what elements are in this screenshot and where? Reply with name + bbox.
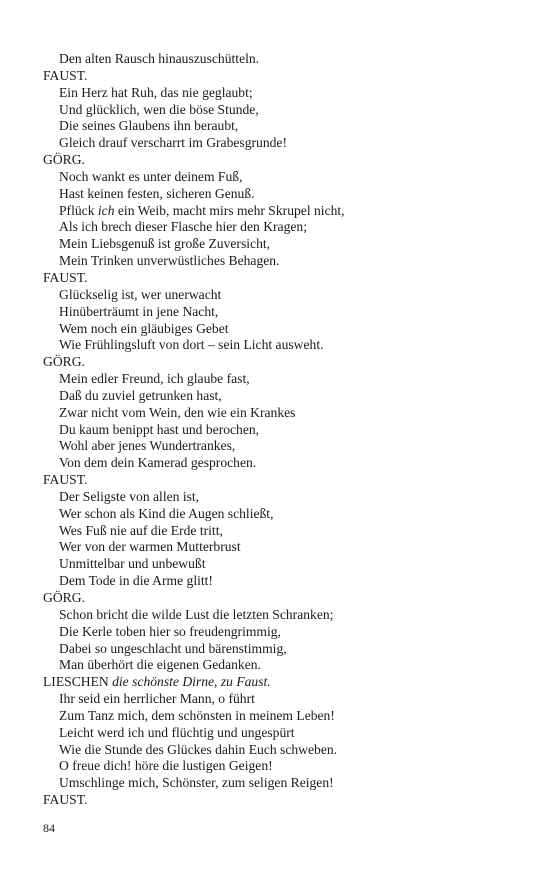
verse-text: Ihr seid ein herrlicher Mann, o führt xyxy=(59,691,255,707)
verse-text: Dem Tode in die Arme glitt! xyxy=(59,573,213,589)
speaker-name xyxy=(43,270,513,287)
verse-text-continued: ein Weib, macht mirs mehr Skrupel nicht, xyxy=(114,202,345,218)
verse-line xyxy=(43,506,513,523)
verse-text: Du kaum benippt hast und berochen, xyxy=(59,421,260,437)
verse-text: Ein Herz hat Ruh, das nie geglaubt; xyxy=(59,84,253,100)
verse-text: Von dem dein Kamerad gesprochen. xyxy=(59,455,257,471)
verse-text: Als ich brech dieser Flasche hier den Kragen; xyxy=(59,219,307,235)
verse-line xyxy=(43,51,513,68)
verse-text: Mein edler Freund, ich glaube fast, xyxy=(59,371,250,387)
verse-text: Pflück xyxy=(59,202,98,218)
verse-text: Man überhört die eigenen Gedanken. xyxy=(59,657,261,673)
verse-text: Glückselig ist, wer unerwacht xyxy=(59,286,222,302)
verse-line xyxy=(43,405,513,422)
verse-line xyxy=(43,321,513,338)
page-number: 84 xyxy=(43,821,55,835)
verse-line xyxy=(43,253,513,270)
verse-line xyxy=(43,573,513,590)
verse-line xyxy=(43,102,513,119)
verse-line xyxy=(43,657,513,674)
verse-text: Wohl aber jenes Wundertrankes, xyxy=(59,438,236,454)
verse-line xyxy=(43,624,513,641)
verse-text: Dabei so ungeschlacht und bärenstimmig, xyxy=(59,640,287,656)
verse-line xyxy=(43,388,513,405)
emphasized-word: ich xyxy=(97,202,115,218)
verse-text: Leicht werd ich und flüchtig und ungespürt xyxy=(59,724,295,740)
verse-text: Zum Tanz mich, dem schönsten in meinem Leben! xyxy=(59,707,335,723)
verse-line xyxy=(43,708,513,725)
verse-line xyxy=(43,725,513,742)
verse-line xyxy=(43,775,513,792)
speaker-name xyxy=(43,674,513,691)
verse-line xyxy=(43,287,513,304)
speaker-label: LIESCHEN xyxy=(43,674,113,690)
verse-line xyxy=(43,135,513,152)
speaker-label: GÖRG. xyxy=(43,152,85,168)
verse-text: Mein Liebsgenuß ist große Zuversicht, xyxy=(59,236,271,252)
verse-line xyxy=(43,758,513,775)
verse-text: Wem noch ein gläubiges Gebet xyxy=(59,320,229,336)
verse-line xyxy=(43,641,513,658)
verse-text: Die Kerle toben hier so freudengrimmig, xyxy=(59,623,281,639)
verse-text: Noch wankt es unter deinem Fuß, xyxy=(59,168,243,184)
verse-text: O freue dich! höre die lustigen Geigen! xyxy=(59,758,273,774)
verse-line xyxy=(43,539,513,556)
verse-text: Und glücklich, wen die böse Stunde, xyxy=(59,101,259,117)
verse-text: Schon bricht die wilde Lust die letzten Schranken; xyxy=(59,606,334,622)
speaker-name xyxy=(43,590,513,607)
verse-line xyxy=(43,371,513,388)
verse-line xyxy=(43,219,513,236)
verse-text: Hinüberträumt in jene Nacht, xyxy=(59,303,219,319)
speaker-name xyxy=(43,68,513,85)
speaker-label: GÖRG. xyxy=(43,354,85,370)
verse-line xyxy=(43,438,513,455)
verse-line xyxy=(43,203,513,220)
verse-line xyxy=(43,556,513,573)
verse-line xyxy=(43,169,513,186)
verse-line xyxy=(43,236,513,253)
verse-text: Die seines Glaubens ihn beraubt, xyxy=(59,118,239,134)
verse-text: Wie Frühlingsluft von dort – sein Licht ausweht. xyxy=(59,337,324,353)
verse-text: Mein Trinken unverwüstliches Behagen. xyxy=(59,253,280,269)
verse-line xyxy=(43,691,513,708)
verse-line xyxy=(43,489,513,506)
verse-line xyxy=(43,304,513,321)
speaker-label: FAUST. xyxy=(43,792,88,808)
verse-text: Wes Fuß nie auf die Erde tritt, xyxy=(59,522,223,538)
verse-line xyxy=(43,607,513,624)
speaker-name xyxy=(43,354,513,371)
verse-text: Wie die Stunde des Glückes dahin Euch schweben. xyxy=(59,741,338,757)
verse-text: Wer schon als Kind die Augen schließt, xyxy=(59,505,274,521)
poem-page xyxy=(43,51,513,809)
verse-text: Wer von der warmen Mutterbrust xyxy=(59,539,241,555)
verse-text: Daß du zuviel getrunken hast, xyxy=(59,387,222,403)
verse-text: Umschlinge mich, Schönster, zum seligen Reigen! xyxy=(59,775,334,791)
verse-text: Gleich drauf verscharrt im Grabesgrunde! xyxy=(59,135,287,151)
verse-line xyxy=(43,523,513,540)
verse-line xyxy=(43,118,513,135)
stage-direction: die schönste Dirne, zu Faust. xyxy=(112,674,271,690)
verse-text: Zwar nicht vom Wein, den wie ein Krankes xyxy=(59,404,296,420)
verse-line xyxy=(43,337,513,354)
verse-text: Den alten Rausch hinauszuschütteln. xyxy=(59,51,260,66)
speaker-name xyxy=(43,472,513,489)
speaker-label: FAUST. xyxy=(43,269,88,285)
verse-text: Unmittelbar und unbewußt xyxy=(59,556,206,572)
verse-text: Der Seligste von allen ist, xyxy=(59,488,200,504)
speaker-label: FAUST. xyxy=(43,67,88,83)
speaker-name xyxy=(43,792,513,809)
speaker-name xyxy=(43,152,513,169)
verse-line xyxy=(43,422,513,439)
verse-line xyxy=(43,455,513,472)
verse-line xyxy=(43,742,513,759)
verse-line xyxy=(43,186,513,203)
verse-text: Hast keinen festen, sicheren Genuß. xyxy=(59,185,255,201)
speaker-label: GÖRG. xyxy=(43,590,85,605)
speaker-label: FAUST. xyxy=(43,472,88,488)
verse-line xyxy=(43,85,513,102)
